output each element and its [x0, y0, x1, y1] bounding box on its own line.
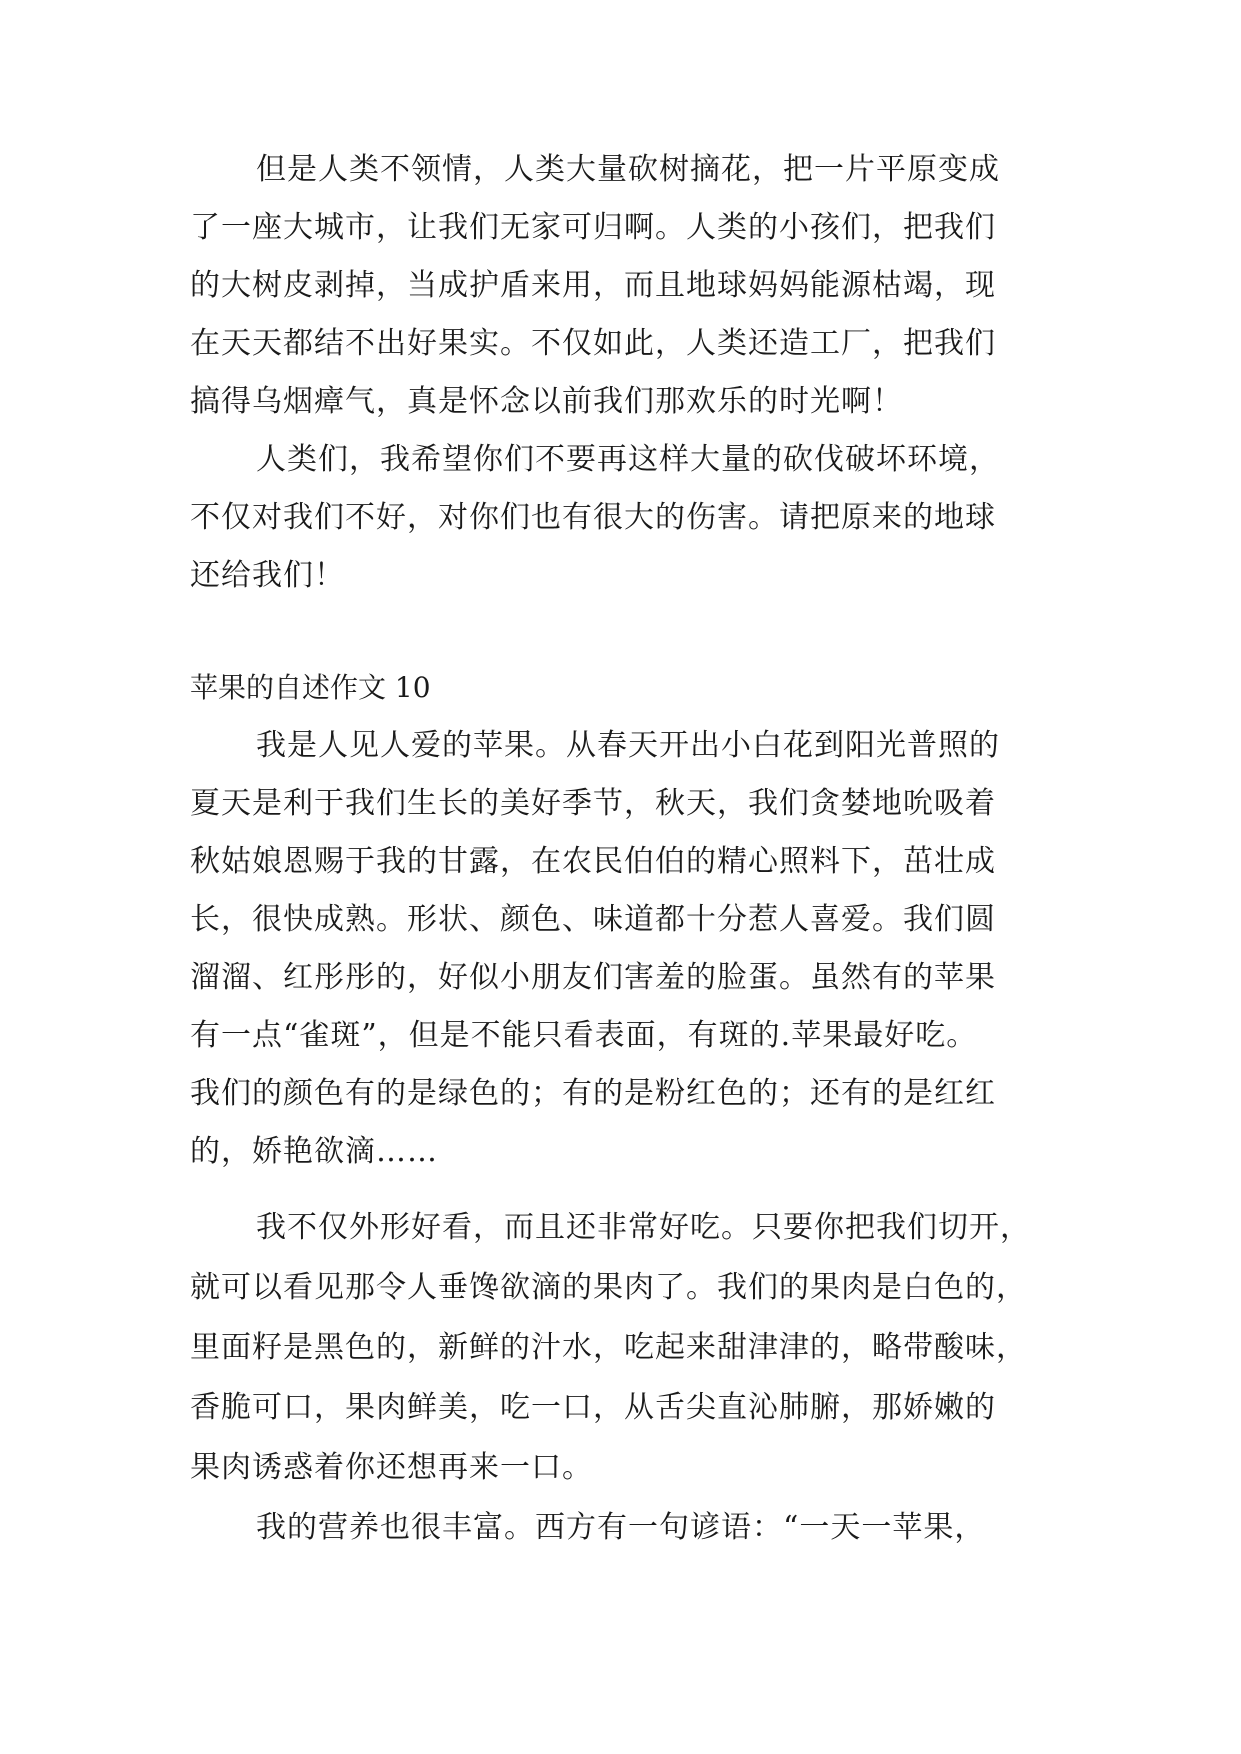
paragraph-line: 有一点“雀斑”，但是不能只看表面，有斑的.苹果最好吃。 — [190, 1018, 978, 1053]
paragraph-line: 的，娇艳欲滴…… — [190, 1134, 438, 1169]
paragraph-line: 我是人见人爱的苹果。从春天开出小白花到阳光普照的 — [256, 728, 1000, 763]
paragraph-line: 果肉诱惑着你还想再来一口。 — [190, 1450, 593, 1485]
section-heading: 苹果的自述作文 10 — [190, 671, 431, 704]
paragraph-line: 我们的颜色有的是绿色的；有的是粉红色的；还有的是红红 — [190, 1076, 996, 1111]
paragraph-line: 秋姑娘恩赐于我的甘露，在农民伯伯的精心照料下，茁壮成 — [190, 844, 996, 879]
paragraph-line: 就可以看见那令人垂馋欲滴的果肉了。我们的果肉是白色的， — [190, 1270, 1027, 1305]
paragraph-line: 在天天都结不出好果实。不仅如此，人类还造工厂，把我们 — [190, 326, 996, 361]
paragraph-line: 我不仅外形好看，而且还非常好吃。只要你把我们切开， — [256, 1210, 1031, 1245]
paragraph-line: 不仅对我们不好，对你们也有很大的伤害。请把原来的地球 — [190, 500, 996, 535]
paragraph-line: 还给我们！ — [190, 558, 345, 593]
paragraph-line: 溜溜、红彤彤的，好似小朋友们害羞的脸蛋。虽然有的苹果 — [190, 960, 996, 995]
paragraph-line: 长，很快成熟。形状、颜色、味道都十分惹人喜爱。我们圆 — [190, 902, 996, 937]
paragraph-line: 了一座大城市，让我们无家可归啊。人类的小孩们，把我们 — [190, 210, 996, 245]
paragraph-line: 香脆可口，果肉鲜美，吃一口，从舌尖直沁肺腑，那娇嫩的 — [190, 1390, 996, 1425]
paragraph-line: 搞得乌烟瘴气，真是怀念以前我们那欢乐的时光啊！ — [190, 384, 903, 419]
paragraph-line: 夏天是利于我们生长的美好季节，秋天，我们贪婪地吮吸着 — [190, 786, 996, 821]
paragraph-line: 人类们，我希望你们不要再这样大量的砍伐破坏环境， — [256, 442, 1000, 477]
paragraph-line: 我的营养也很丰富。西方有一句谚语：“一天一苹果， — [256, 1510, 986, 1545]
paragraph-line: 的大树皮剥掉，当成护盾来用，而且地球妈妈能源枯竭，现 — [190, 268, 996, 303]
paragraph-line: 里面籽是黑色的，新鲜的汁水，吃起来甜津津的，略带酸味， — [190, 1330, 1027, 1365]
paragraph-line: 但是人类不领情，人类大量砍树摘花，把一片平原变成 — [256, 152, 1000, 187]
